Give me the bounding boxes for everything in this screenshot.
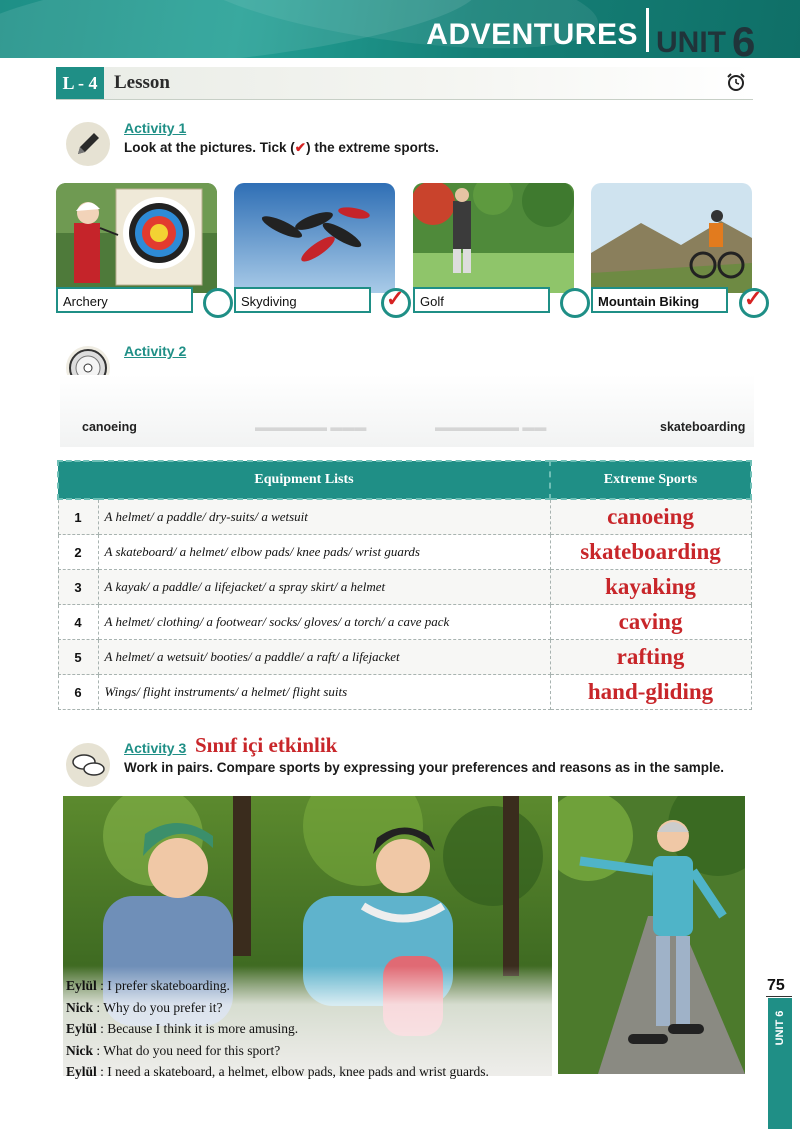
table-row [58, 675, 751, 710]
dialogue-line: Eylül : Because I think it is more amusing. [66, 1021, 299, 1036]
sport-label-skydiving: Skydiving [234, 287, 371, 313]
word-skateboarding: skateboarding [660, 420, 746, 434]
sport-label-mountain-biking: Mountain Biking [591, 287, 728, 313]
row-number: 2 [58, 535, 98, 570]
unit-number: 6 [732, 18, 756, 65]
activity-2-title: Activity 2 [124, 343, 187, 359]
mountain-biking-photo [591, 183, 752, 293]
pencil-icon [66, 122, 110, 166]
speech-bubbles-icon [66, 743, 110, 787]
sport-answer: skateboarding [550, 535, 751, 570]
activity-3-instruction: Work in pairs. Compare sports by expressing your preferences and reasons as in the sample. [124, 760, 724, 775]
page-number: 75 [767, 977, 785, 994]
sample-dialogue [66, 975, 552, 1083]
speaker: Nick [66, 999, 93, 1015]
check-icon: ✓ [386, 286, 405, 311]
tick-circle-skydiving[interactable] [381, 288, 411, 318]
sport-label-archery: Archery [56, 287, 193, 313]
lesson-title: Lesson [114, 72, 170, 93]
tick-circle-golf[interactable] [560, 288, 590, 318]
table-row [58, 605, 751, 640]
faded-word: ▬▬▬▬▬▬▬ ▬▬ [435, 420, 547, 434]
table-row [58, 570, 751, 605]
sport-answer: canoeing [550, 499, 751, 535]
equipment-cell: A skateboard/ a helmet/ elbow pads/ knee pads/ wrist guards [98, 535, 550, 570]
word-canoeing: canoeing [82, 420, 137, 434]
golf-photo [413, 183, 574, 293]
speaker: Eylül [66, 1064, 97, 1079]
side-unit-label: UNIT 6 [774, 1010, 786, 1046]
unit-label: UNIT 6 [656, 18, 756, 65]
handwritten-note: Sınıf içi etkinlik [195, 733, 338, 757]
sport-label-golf: Golf [413, 287, 550, 313]
equipment-cell: A helmet/ a paddle/ dry-suits/ a wetsuit [98, 499, 550, 535]
equipment-cell: Wings/ flight instruments/ a helmet/ flight suits [98, 675, 550, 710]
sport-answer: caving [550, 605, 751, 640]
equipment-cell: A helmet/ a wetsuit/ booties/ a paddle/ a raft/ a lifejacket [98, 640, 550, 675]
header-extreme-sports: Extreme Sports [550, 461, 751, 499]
header-equipment-lists: Equipment Lists [58, 461, 550, 499]
row-number: 1 [58, 499, 98, 535]
activity-3-title: Activity 3 [124, 740, 187, 756]
sport-answer: kayaking [550, 570, 751, 605]
check-icon: ✓ [744, 286, 763, 311]
equipment-table [57, 460, 752, 710]
roller-skater-photo [558, 796, 745, 1074]
table-row [58, 499, 751, 535]
sport-answer: rafting [550, 640, 751, 675]
dialogue-line: Nick : Why do you prefer it? [66, 999, 223, 1015]
table-row [58, 640, 751, 675]
speaker: Eylül [66, 978, 97, 993]
header-divider [646, 8, 649, 52]
sport-answer: hand-gliding [550, 675, 751, 710]
page-number-rule [766, 996, 792, 997]
skydiving-photo [234, 183, 395, 293]
row-number: 5 [58, 640, 98, 675]
table-header-row [58, 461, 751, 499]
dialogue-line: Eylül : I prefer skateboarding. [66, 978, 230, 993]
lesson-code: L - 4 [56, 67, 104, 99]
speaker: Nick [66, 1042, 93, 1058]
unit-title: ADVENTURES [426, 18, 638, 51]
tick-icon: ✔ [294, 140, 307, 155]
archery-photo [56, 183, 217, 293]
alarm-clock-icon [726, 72, 746, 92]
tick-circle-archery[interactable] [203, 288, 233, 318]
row-number: 6 [58, 675, 98, 710]
activity-2-faded-area [60, 375, 754, 447]
activity-1-instruction: Look at the pictures. Tick (✔) the extreme sports. [124, 140, 439, 155]
equipment-cell: A helmet/ clothing/ a footwear/ socks/ gloves/ a torch/ a cave pack [98, 605, 550, 640]
activity-1-title: Activity 1 [124, 120, 187, 136]
dialogue-line: Eylül : I need a skateboard, a helmet, elbow pads, knee pads and wrist guards. [66, 1064, 489, 1079]
dialogue-line: Nick : What do you need for this sport? [66, 1042, 281, 1058]
tick-circle-mountain-biking[interactable] [739, 288, 769, 318]
faded-word: ▬▬▬▬▬▬ ▬▬▬ [255, 420, 367, 434]
table-row [58, 535, 751, 570]
equipment-cell: A kayak/ a paddle/ a lifejacket/ a spray skirt/ a helmet [98, 570, 550, 605]
speaker: Eylül [66, 1021, 97, 1036]
row-number: 3 [58, 570, 98, 605]
row-number: 4 [58, 605, 98, 640]
